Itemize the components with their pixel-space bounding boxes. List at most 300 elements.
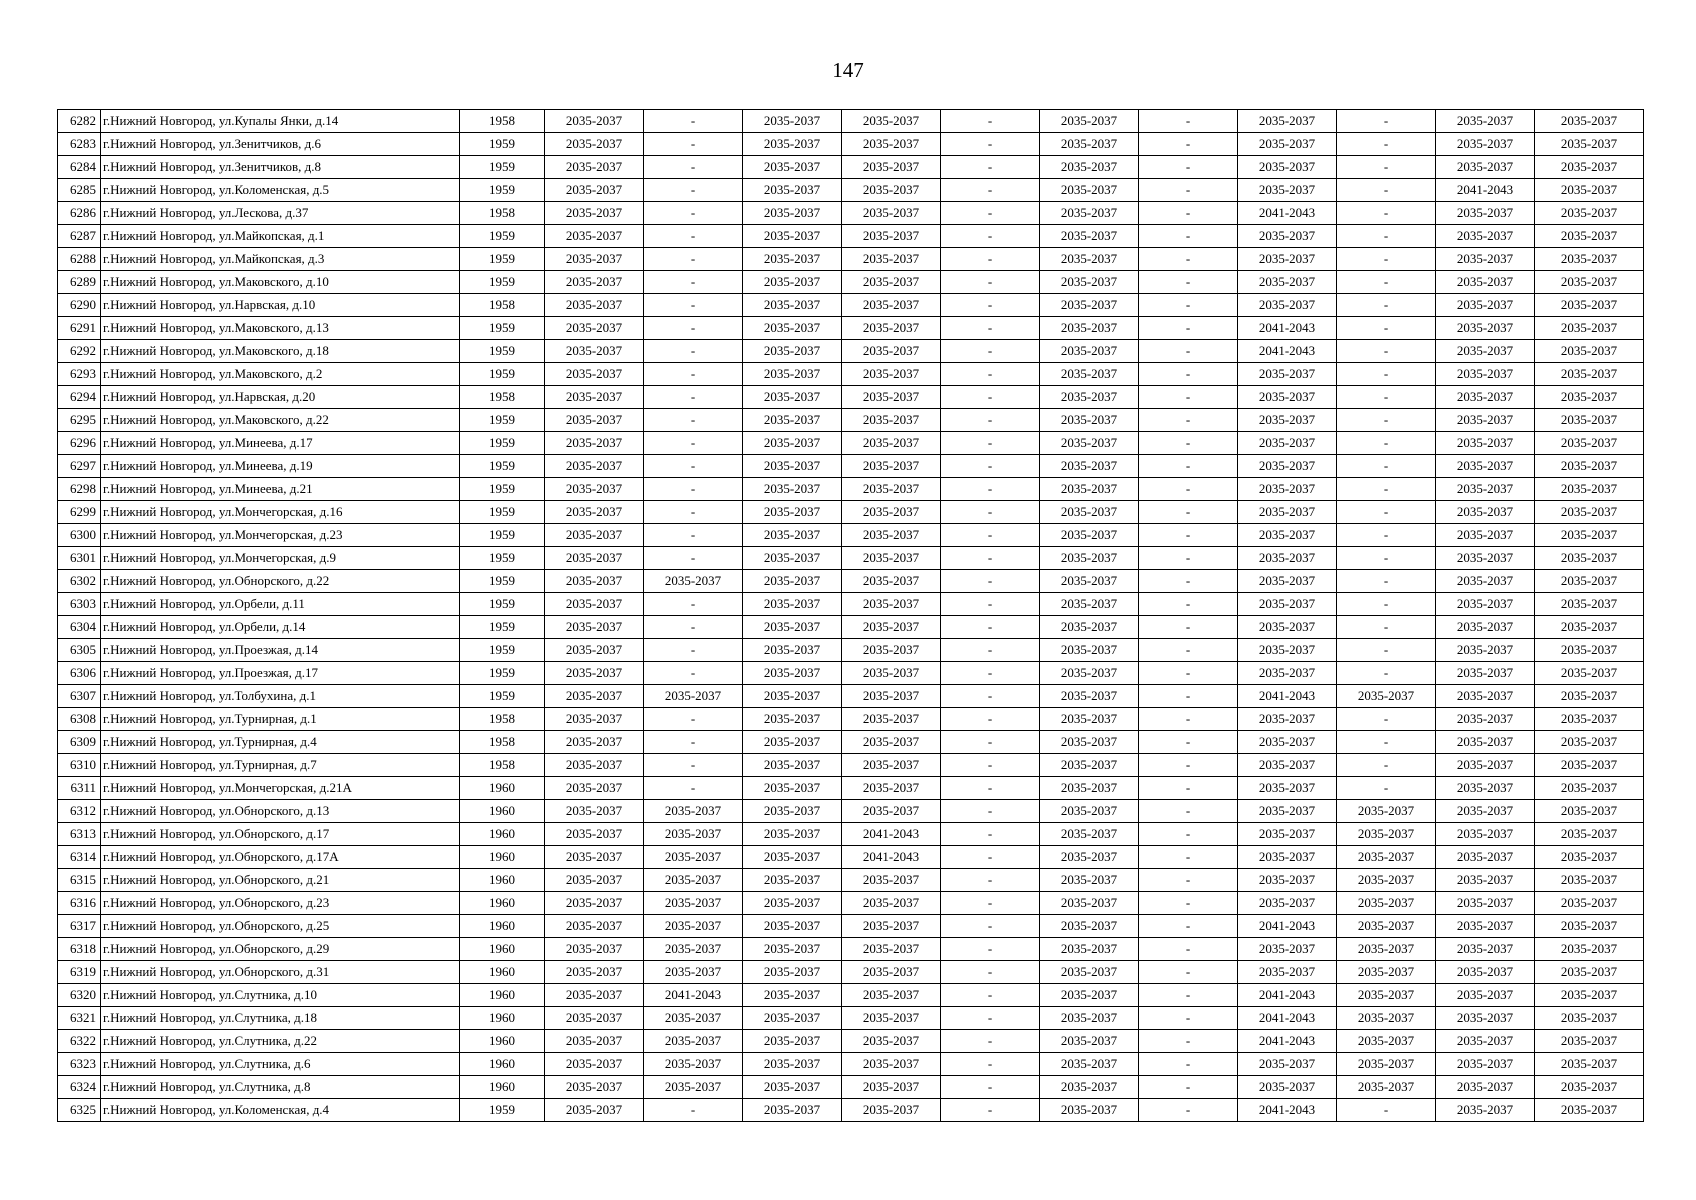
period-8-cell: 2035-2037 (1238, 892, 1337, 915)
period-4-cell: 2035-2037 (842, 731, 941, 754)
period-4-cell: 2035-2037 (842, 754, 941, 777)
period-4-cell: 2041-2043 (842, 846, 941, 869)
period-9-cell: - (1337, 708, 1436, 731)
period-2-cell: 2035-2037 (644, 1030, 743, 1053)
period-5-cell: - (941, 1007, 1040, 1030)
period-9-cell: - (1337, 110, 1436, 133)
period-2-cell: - (644, 639, 743, 662)
address-cell: г.Нижний Новгород, ул.Проезжая, д.17 (101, 662, 460, 685)
address-cell: г.Нижний Новгород, ул.Турнирная, д.7 (101, 754, 460, 777)
period-5-cell: - (941, 754, 1040, 777)
period-2-cell: - (644, 225, 743, 248)
period-1-cell: 2035-2037 (545, 271, 644, 294)
period-8-cell: 2035-2037 (1238, 524, 1337, 547)
period-1-cell: 2035-2037 (545, 892, 644, 915)
period-7-cell: - (1139, 823, 1238, 846)
row-number-cell: 6325 (58, 1099, 101, 1122)
period-7-cell: - (1139, 317, 1238, 340)
period-2-cell: - (644, 133, 743, 156)
period-4-cell: 2035-2037 (842, 915, 941, 938)
period-5-cell: - (941, 501, 1040, 524)
period-11-cell: 2035-2037 (1535, 386, 1644, 409)
period-3-cell: 2035-2037 (743, 455, 842, 478)
period-4-cell: 2035-2037 (842, 340, 941, 363)
period-7-cell: - (1139, 892, 1238, 915)
build-year-cell: 1959 (460, 501, 545, 524)
build-year-cell: 1958 (460, 708, 545, 731)
address-cell: г.Нижний Новгород, ул.Турнирная, д.1 (101, 708, 460, 731)
period-4-cell: 2035-2037 (842, 294, 941, 317)
period-4-cell: 2035-2037 (842, 179, 941, 202)
period-6-cell: 2035-2037 (1040, 386, 1139, 409)
period-9-cell: - (1337, 317, 1436, 340)
period-1-cell: 2035-2037 (545, 938, 644, 961)
period-1-cell: 2035-2037 (545, 846, 644, 869)
period-10-cell: 2035-2037 (1436, 317, 1535, 340)
table-row (58, 340, 1644, 363)
period-2-cell: 2035-2037 (644, 938, 743, 961)
period-11-cell: 2035-2037 (1535, 432, 1644, 455)
period-5-cell: - (941, 708, 1040, 731)
period-8-cell: 2035-2037 (1238, 938, 1337, 961)
period-4-cell: 2035-2037 (842, 1053, 941, 1076)
period-2-cell: - (644, 294, 743, 317)
period-6-cell: 2035-2037 (1040, 225, 1139, 248)
period-11-cell: 2035-2037 (1535, 570, 1644, 593)
period-1-cell: 2035-2037 (545, 156, 644, 179)
period-11-cell: 2035-2037 (1535, 892, 1644, 915)
build-year-cell: 1960 (460, 961, 545, 984)
period-6-cell: 2035-2037 (1040, 432, 1139, 455)
row-number-cell: 6314 (58, 846, 101, 869)
period-10-cell: 2035-2037 (1436, 593, 1535, 616)
period-9-cell: - (1337, 225, 1436, 248)
period-2-cell: - (644, 593, 743, 616)
table-row (58, 478, 1644, 501)
period-4-cell: 2035-2037 (842, 1007, 941, 1030)
table-row (58, 133, 1644, 156)
period-2-cell: - (644, 547, 743, 570)
build-year-cell: 1959 (460, 179, 545, 202)
period-8-cell: 2035-2037 (1238, 961, 1337, 984)
period-8-cell: 2035-2037 (1238, 846, 1337, 869)
period-5-cell: - (941, 156, 1040, 179)
address-cell: г.Нижний Новгород, ул.Маковского, д.13 (101, 317, 460, 340)
period-10-cell: 2035-2037 (1436, 110, 1535, 133)
period-6-cell: 2035-2037 (1040, 846, 1139, 869)
period-6-cell: 2035-2037 (1040, 616, 1139, 639)
build-year-cell: 1959 (460, 340, 545, 363)
address-cell: г.Нижний Новгород, ул.Толбухина, д.1 (101, 685, 460, 708)
period-9-cell: - (1337, 133, 1436, 156)
table-row (58, 662, 1644, 685)
period-6-cell: 2035-2037 (1040, 1076, 1139, 1099)
period-8-cell: 2035-2037 (1238, 294, 1337, 317)
period-11-cell: 2035-2037 (1535, 731, 1644, 754)
period-2-cell: - (644, 432, 743, 455)
period-11-cell: 2035-2037 (1535, 1007, 1644, 1030)
period-4-cell: 2035-2037 (842, 1030, 941, 1053)
period-1-cell: 2035-2037 (545, 984, 644, 1007)
period-1-cell: 2035-2037 (545, 478, 644, 501)
period-2-cell: - (644, 662, 743, 685)
period-6-cell: 2035-2037 (1040, 800, 1139, 823)
period-6-cell: 2035-2037 (1040, 271, 1139, 294)
period-5-cell: - (941, 478, 1040, 501)
period-11-cell: 2035-2037 (1535, 409, 1644, 432)
address-cell: г.Нижний Новгород, ул.Зенитчиков, д.6 (101, 133, 460, 156)
period-3-cell: 2035-2037 (743, 1099, 842, 1122)
period-2-cell: - (644, 271, 743, 294)
period-10-cell: 2035-2037 (1436, 1007, 1535, 1030)
period-9-cell: 2035-2037 (1337, 869, 1436, 892)
period-10-cell: 2035-2037 (1436, 777, 1535, 800)
address-cell: г.Нижний Новгород, ул.Майкопская, д.3 (101, 248, 460, 271)
period-3-cell: 2035-2037 (743, 639, 842, 662)
build-year-cell: 1959 (460, 317, 545, 340)
period-11-cell: 2035-2037 (1535, 1099, 1644, 1122)
period-8-cell: 2035-2037 (1238, 455, 1337, 478)
build-year-cell: 1960 (460, 1053, 545, 1076)
period-7-cell: - (1139, 547, 1238, 570)
period-1-cell: 2035-2037 (545, 1053, 644, 1076)
row-number-cell: 6289 (58, 271, 101, 294)
period-3-cell: 2035-2037 (743, 386, 842, 409)
period-4-cell: 2035-2037 (842, 432, 941, 455)
period-8-cell: 2035-2037 (1238, 570, 1337, 593)
period-6-cell: 2035-2037 (1040, 961, 1139, 984)
period-3-cell: 2035-2037 (743, 1053, 842, 1076)
period-10-cell: 2035-2037 (1436, 754, 1535, 777)
period-3-cell: 2035-2037 (743, 777, 842, 800)
period-9-cell: - (1337, 524, 1436, 547)
period-11-cell: 2035-2037 (1535, 662, 1644, 685)
period-10-cell: 2035-2037 (1436, 892, 1535, 915)
period-1-cell: 2035-2037 (545, 248, 644, 271)
period-7-cell: - (1139, 1053, 1238, 1076)
period-2-cell: 2035-2037 (644, 892, 743, 915)
period-6-cell: 2035-2037 (1040, 708, 1139, 731)
table-row (58, 455, 1644, 478)
period-9-cell: 2035-2037 (1337, 938, 1436, 961)
build-year-cell: 1960 (460, 823, 545, 846)
period-4-cell: 2035-2037 (842, 455, 941, 478)
period-3-cell: 2035-2037 (743, 248, 842, 271)
build-year-cell: 1958 (460, 294, 545, 317)
period-4-cell: 2035-2037 (842, 110, 941, 133)
period-4-cell: 2035-2037 (842, 225, 941, 248)
row-number-cell: 6307 (58, 685, 101, 708)
period-3-cell: 2035-2037 (743, 432, 842, 455)
table-row (58, 892, 1644, 915)
period-11-cell: 2035-2037 (1535, 846, 1644, 869)
period-6-cell: 2035-2037 (1040, 1053, 1139, 1076)
row-number-cell: 6292 (58, 340, 101, 363)
build-year-cell: 1959 (460, 685, 545, 708)
period-1-cell: 2035-2037 (545, 800, 644, 823)
table-row (58, 1053, 1644, 1076)
period-10-cell: 2035-2037 (1436, 156, 1535, 179)
period-10-cell: 2035-2037 (1436, 915, 1535, 938)
table-row (58, 317, 1644, 340)
period-3-cell: 2035-2037 (743, 179, 842, 202)
period-2-cell: - (644, 455, 743, 478)
table-row (58, 570, 1644, 593)
build-year-cell: 1960 (460, 892, 545, 915)
row-number-cell: 6298 (58, 478, 101, 501)
address-cell: г.Нижний Новгород, ул.Орбели, д.11 (101, 593, 460, 616)
address-cell: г.Нижний Новгород, ул.Обнорского, д.13 (101, 800, 460, 823)
period-5-cell: - (941, 271, 1040, 294)
period-5-cell: - (941, 133, 1040, 156)
period-2-cell: - (644, 202, 743, 225)
period-8-cell: 2035-2037 (1238, 271, 1337, 294)
period-4-cell: 2035-2037 (842, 639, 941, 662)
period-1-cell: 2035-2037 (545, 1099, 644, 1122)
address-cell: г.Нижний Новгород, ул.Нарвская, д.20 (101, 386, 460, 409)
period-2-cell: - (644, 317, 743, 340)
period-7-cell: - (1139, 961, 1238, 984)
period-11-cell: 2035-2037 (1535, 363, 1644, 386)
row-number-cell: 6283 (58, 133, 101, 156)
period-1-cell: 2035-2037 (545, 409, 644, 432)
period-9-cell: 2035-2037 (1337, 1007, 1436, 1030)
period-6-cell: 2035-2037 (1040, 662, 1139, 685)
period-6-cell: 2035-2037 (1040, 202, 1139, 225)
period-2-cell: 2035-2037 (644, 846, 743, 869)
address-cell: г.Нижний Новгород, ул.Маковского, д.10 (101, 271, 460, 294)
row-number-cell: 6318 (58, 938, 101, 961)
period-10-cell: 2035-2037 (1436, 708, 1535, 731)
period-9-cell: - (1337, 593, 1436, 616)
row-number-cell: 6320 (58, 984, 101, 1007)
period-8-cell: 2035-2037 (1238, 662, 1337, 685)
period-7-cell: - (1139, 754, 1238, 777)
row-number-cell: 6285 (58, 179, 101, 202)
period-9-cell: - (1337, 1099, 1436, 1122)
period-1-cell: 2035-2037 (545, 961, 644, 984)
period-2-cell: - (644, 616, 743, 639)
period-9-cell: - (1337, 662, 1436, 685)
period-3-cell: 2035-2037 (743, 271, 842, 294)
row-number-cell: 6306 (58, 662, 101, 685)
period-6-cell: 2035-2037 (1040, 363, 1139, 386)
period-9-cell: - (1337, 501, 1436, 524)
period-5-cell: - (941, 1053, 1040, 1076)
address-cell: г.Нижний Новгород, ул.Мончегорская, д.9 (101, 547, 460, 570)
row-number-cell: 6308 (58, 708, 101, 731)
build-year-cell: 1960 (460, 846, 545, 869)
address-cell: г.Нижний Новгород, ул.Обнорского, д.17 (101, 823, 460, 846)
table-row (58, 156, 1644, 179)
address-cell: г.Нижний Новгород, ул.Минеева, д.19 (101, 455, 460, 478)
build-year-cell: 1959 (460, 662, 545, 685)
period-3-cell: 2035-2037 (743, 823, 842, 846)
period-11-cell: 2035-2037 (1535, 156, 1644, 179)
period-8-cell: 2035-2037 (1238, 547, 1337, 570)
period-6-cell: 2035-2037 (1040, 570, 1139, 593)
period-4-cell: 2041-2043 (842, 823, 941, 846)
period-1-cell: 2035-2037 (545, 340, 644, 363)
period-3-cell: 2035-2037 (743, 156, 842, 179)
table-row (58, 179, 1644, 202)
period-5-cell: - (941, 409, 1040, 432)
table-row (58, 800, 1644, 823)
row-number-cell: 6322 (58, 1030, 101, 1053)
period-6-cell: 2035-2037 (1040, 317, 1139, 340)
period-7-cell: - (1139, 1076, 1238, 1099)
period-8-cell: 2035-2037 (1238, 639, 1337, 662)
period-1-cell: 2035-2037 (545, 363, 644, 386)
period-5-cell: - (941, 1099, 1040, 1122)
period-6-cell: 2035-2037 (1040, 248, 1139, 271)
period-6-cell: 2035-2037 (1040, 294, 1139, 317)
address-cell: г.Нижний Новгород, ул.Орбели, д.14 (101, 616, 460, 639)
period-5-cell: - (941, 1076, 1040, 1099)
period-7-cell: - (1139, 1030, 1238, 1053)
period-5-cell: - (941, 915, 1040, 938)
address-cell: г.Нижний Новгород, ул.Обнорского, д.23 (101, 892, 460, 915)
period-9-cell: 2035-2037 (1337, 685, 1436, 708)
period-11-cell: 2035-2037 (1535, 708, 1644, 731)
row-number-cell: 6282 (58, 110, 101, 133)
period-2-cell: - (644, 409, 743, 432)
period-3-cell: 2035-2037 (743, 524, 842, 547)
period-11-cell: 2035-2037 (1535, 961, 1644, 984)
build-year-cell: 1960 (460, 777, 545, 800)
address-cell: г.Нижний Новгород, ул.Мончегорская, д.21А (101, 777, 460, 800)
period-2-cell: - (644, 524, 743, 547)
period-8-cell: 2041-2043 (1238, 317, 1337, 340)
period-4-cell: 2035-2037 (842, 133, 941, 156)
period-6-cell: 2035-2037 (1040, 179, 1139, 202)
period-1-cell: 2035-2037 (545, 1076, 644, 1099)
row-number-cell: 6312 (58, 800, 101, 823)
period-7-cell: - (1139, 524, 1238, 547)
address-cell: г.Нижний Новгород, ул.Купалы Янки, д.14 (101, 110, 460, 133)
period-1-cell: 2035-2037 (545, 1030, 644, 1053)
period-11-cell: 2035-2037 (1535, 478, 1644, 501)
period-11-cell: 2035-2037 (1535, 294, 1644, 317)
period-2-cell: - (644, 708, 743, 731)
build-year-cell: 1959 (460, 225, 545, 248)
period-3-cell: 2035-2037 (743, 570, 842, 593)
period-7-cell: - (1139, 110, 1238, 133)
row-number-cell: 6316 (58, 892, 101, 915)
period-10-cell: 2035-2037 (1436, 1076, 1535, 1099)
period-10-cell: 2035-2037 (1436, 340, 1535, 363)
period-6-cell: 2035-2037 (1040, 340, 1139, 363)
table-row (58, 271, 1644, 294)
period-5-cell: - (941, 639, 1040, 662)
period-6-cell: 2035-2037 (1040, 524, 1139, 547)
row-number-cell: 6313 (58, 823, 101, 846)
build-year-cell: 1960 (460, 1076, 545, 1099)
address-cell: г.Нижний Новгород, ул.Обнорского, д.25 (101, 915, 460, 938)
period-6-cell: 2035-2037 (1040, 478, 1139, 501)
row-number-cell: 6288 (58, 248, 101, 271)
period-5-cell: - (941, 179, 1040, 202)
period-1-cell: 2035-2037 (545, 1007, 644, 1030)
period-8-cell: 2041-2043 (1238, 1099, 1337, 1122)
period-5-cell: - (941, 593, 1040, 616)
address-cell: г.Нижний Новгород, ул.Слутника, д.22 (101, 1030, 460, 1053)
table-row (58, 777, 1644, 800)
period-4-cell: 2035-2037 (842, 708, 941, 731)
period-5-cell: - (941, 938, 1040, 961)
period-5-cell: - (941, 225, 1040, 248)
period-10-cell: 2035-2037 (1436, 1030, 1535, 1053)
period-10-cell: 2035-2037 (1436, 662, 1535, 685)
period-2-cell: - (644, 1099, 743, 1122)
table-row (58, 1076, 1644, 1099)
period-6-cell: 2035-2037 (1040, 938, 1139, 961)
period-9-cell: - (1337, 455, 1436, 478)
period-7-cell: - (1139, 432, 1238, 455)
period-5-cell: - (941, 961, 1040, 984)
period-1-cell: 2035-2037 (545, 662, 644, 685)
period-11-cell: 2035-2037 (1535, 179, 1644, 202)
period-9-cell: - (1337, 156, 1436, 179)
address-cell: г.Нижний Новгород, ул.Майкопская, д.1 (101, 225, 460, 248)
period-7-cell: - (1139, 938, 1238, 961)
build-year-cell: 1959 (460, 432, 545, 455)
table-row (58, 547, 1644, 570)
period-4-cell: 2035-2037 (842, 570, 941, 593)
period-7-cell: - (1139, 202, 1238, 225)
period-9-cell: - (1337, 363, 1436, 386)
period-3-cell: 2035-2037 (743, 984, 842, 1007)
period-1-cell: 2035-2037 (545, 524, 644, 547)
address-cell: г.Нижний Новгород, ул.Слутника, д.6 (101, 1053, 460, 1076)
period-5-cell: - (941, 662, 1040, 685)
period-3-cell: 2035-2037 (743, 478, 842, 501)
period-7-cell: - (1139, 777, 1238, 800)
period-2-cell: - (644, 110, 743, 133)
period-8-cell: 2035-2037 (1238, 248, 1337, 271)
build-year-cell: 1959 (460, 1099, 545, 1122)
period-9-cell: 2035-2037 (1337, 1030, 1436, 1053)
row-number-cell: 6315 (58, 869, 101, 892)
address-cell: г.Нижний Новгород, ул.Слутника, д.10 (101, 984, 460, 1007)
period-11-cell: 2035-2037 (1535, 823, 1644, 846)
row-number-cell: 6309 (58, 731, 101, 754)
build-year-cell: 1959 (460, 524, 545, 547)
build-year-cell: 1959 (460, 593, 545, 616)
period-1-cell: 2035-2037 (545, 616, 644, 639)
period-11-cell: 2035-2037 (1535, 1053, 1644, 1076)
period-1-cell: 2035-2037 (545, 823, 644, 846)
build-year-cell: 1958 (460, 754, 545, 777)
period-5-cell: - (941, 363, 1040, 386)
period-8-cell: 2035-2037 (1238, 1053, 1337, 1076)
period-2-cell: 2035-2037 (644, 1076, 743, 1099)
address-cell: г.Нижний Новгород, ул.Обнорского, д.17А (101, 846, 460, 869)
period-8-cell: 2035-2037 (1238, 363, 1337, 386)
period-9-cell: 2035-2037 (1337, 915, 1436, 938)
table-row (58, 363, 1644, 386)
period-8-cell: 2035-2037 (1238, 179, 1337, 202)
period-2-cell: 2041-2043 (644, 984, 743, 1007)
period-5-cell: - (941, 685, 1040, 708)
period-1-cell: 2035-2037 (545, 754, 644, 777)
period-4-cell: 2035-2037 (842, 777, 941, 800)
period-2-cell: - (644, 501, 743, 524)
period-8-cell: 2041-2043 (1238, 984, 1337, 1007)
table-row (58, 225, 1644, 248)
period-3-cell: 2035-2037 (743, 340, 842, 363)
period-3-cell: 2035-2037 (743, 225, 842, 248)
